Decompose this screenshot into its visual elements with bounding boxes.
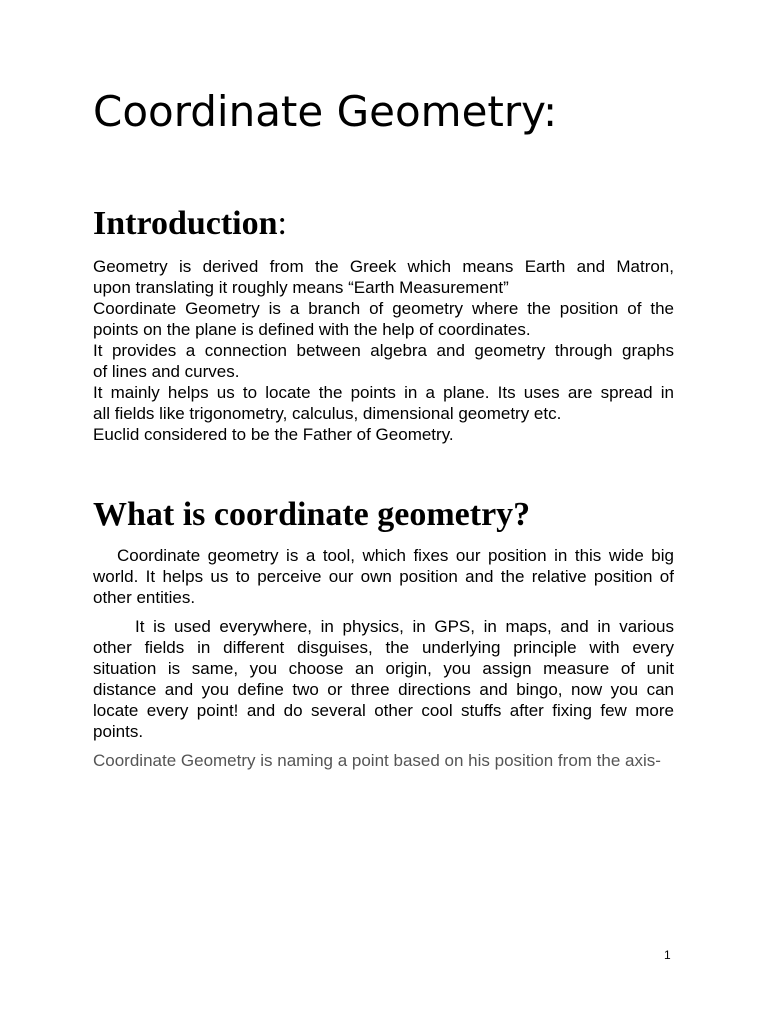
what-para1-line-3: other entities. [93, 588, 196, 607]
what-para2-line-1: It is used everywhere, in physics, in GPS, in maps, and in various [135, 617, 674, 636]
intro-line-2: upon translating it roughly means “Earth Measurement” [93, 278, 509, 297]
what-para2-line-6: points. [93, 722, 144, 741]
what-is-body [93, 545, 674, 771]
what-para2-line-4: distance and you define two or three directions and bingo, now you can [93, 680, 674, 699]
what-is-heading: What is coordinate geometry? [93, 496, 531, 533]
introduction-heading [93, 204, 674, 244]
intro-line-1: Geometry is derived from the Greek which means Earth and Matron, [93, 257, 674, 276]
introduction-heading-colon: : [277, 205, 287, 242]
introduction-body [93, 256, 674, 445]
intro-line-3: Coordinate Geometry is a branch of geometry where the position of the [93, 299, 674, 318]
introduction-heading-text: Introduction [93, 205, 278, 242]
intro-line-6: of lines and curves. [93, 362, 240, 381]
what-final-line: Coordinate Geometry is naming a point based on his position from the axis- [93, 751, 661, 770]
intro-line-4: points on the plane is defined with the help of coordinates. [93, 320, 531, 339]
what-para2-line-2: other fields in different disguises, the underlying principle with every [93, 638, 674, 657]
intro-line-9: Euclid considered to be the Father of Geometry. [93, 425, 454, 444]
what-para1-line-1: Coordinate geometry is a tool, which fixes our position in this wide big [117, 546, 674, 565]
intro-line-8: all fields like trigonometry, calculus, dimensional geometry etc. [93, 404, 562, 423]
intro-line-7: It mainly helps us to locate the points in a plane. Its uses are spread in [93, 383, 674, 402]
page-content [93, 84, 674, 771]
what-para2-line-3: situation is same, you choose an origin, you assign measure of unit [93, 659, 674, 678]
what-para2-line-5: locate every point! and do several other cool stuffs after fixing few more [93, 701, 674, 720]
what-para1-line-2: world. It helps us to perceive our own position and the relative position of [93, 567, 674, 586]
document-title: Coordinate Geometry: [93, 87, 558, 136]
page-number: 1 [664, 948, 671, 962]
intro-line-5: It provides a connection between algebra and geometry through graphs [93, 341, 674, 360]
